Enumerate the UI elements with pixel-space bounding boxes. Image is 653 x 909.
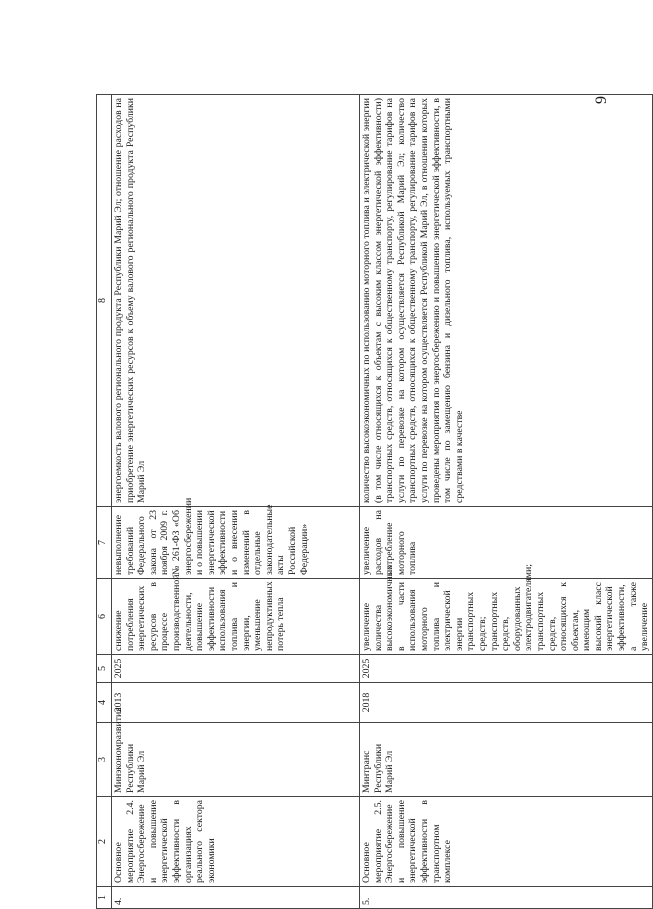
page-number: 9	[593, 96, 610, 104]
measure-name: Основное мероприятие 2.4. Энергосбережение и повышение энергетической эффективности в организациях реального сектора экономики	[112, 797, 360, 887]
column-number-2: 2	[97, 797, 112, 887]
end-year: 2025	[112, 655, 360, 683]
column-number-4: 4	[97, 683, 112, 723]
consequences: невыполнение требований Федерального закона от 23 ноября 2009 г. № 261-ФЗ «Об энергосбережении и о повышении энергетической эффективности и о внесении изменений в отдельные законодательные акты Российской Федерации»	[112, 507, 360, 579]
column-number-3: 3	[97, 723, 112, 797]
expected-result: снижение потребления энергетических ресурсов в процессе производственной деятельности, повышение эффективности использования топлива и энергии, уменьшение непродуктивных потерь тепла	[112, 579, 360, 655]
column-number-7: 7	[97, 507, 112, 579]
table-row	[112, 95, 360, 909]
row-number: 5.	[360, 887, 653, 909]
start-year: 2018	[360, 683, 653, 723]
table-header-row	[97, 95, 112, 909]
start-year: 2013	[112, 683, 360, 723]
end-year: 2025	[360, 655, 653, 683]
measures-table	[96, 94, 651, 909]
indicators: энергоемкость валового регионального продукта Республики Марий Эл; отношение расходов на приобретение энергетических ресурсов к объему валового регионального продукта Республики Марий Эл	[112, 95, 360, 507]
row-number: 4.	[112, 887, 360, 909]
column-number-5: 5	[97, 655, 112, 683]
column-number-8: 8	[97, 95, 112, 507]
column-number-1: 1	[97, 887, 112, 909]
executor: Минэкономразвития Республики Марий Эл	[112, 723, 360, 797]
indicators: количество высокоэкономичных по использованию моторного топлива и электрической энергии (в том числе относящихся к объектам с высоким классом энергетической эффективности) транспортных средств, относящихся к общественному транспорту, регулирование тарифов на услуги по перевозке на котором осуществляется Республикой Марий Эл; количество транспортных средств, относящихся к общественному транспорту, регулирование тарифов на услуги по перевозке на котором осуществляется Республикой Марий Эл, в отношении которых проведены мероприятия по энергосбережению и повышению энергетической эффективности, в том числе по замещению бензина и дизельного топлива, используемых транспортными средствами в качестве	[360, 95, 653, 507]
expected-result: увеличение количества высокоэкономичных в части использования моторного топлива и электрической энергии транспортных средств; транспортных средств, оборудованных электродвигателями; транспортных средств, относящихся к объектам, имеющим высокий класс энергетической эффективности, а также увеличение	[360, 579, 653, 655]
measure-name: Основное мероприятие 2.5. Энергосбережение и повышение энергетической эффективности в транспортном комплексе	[360, 797, 653, 887]
column-number-6: 6	[97, 579, 112, 655]
consequences: увеличение расходов на потребление моторного топлива	[360, 507, 653, 579]
executor: Минтранс Республики Марий Эл	[360, 723, 653, 797]
table-row	[360, 95, 653, 909]
